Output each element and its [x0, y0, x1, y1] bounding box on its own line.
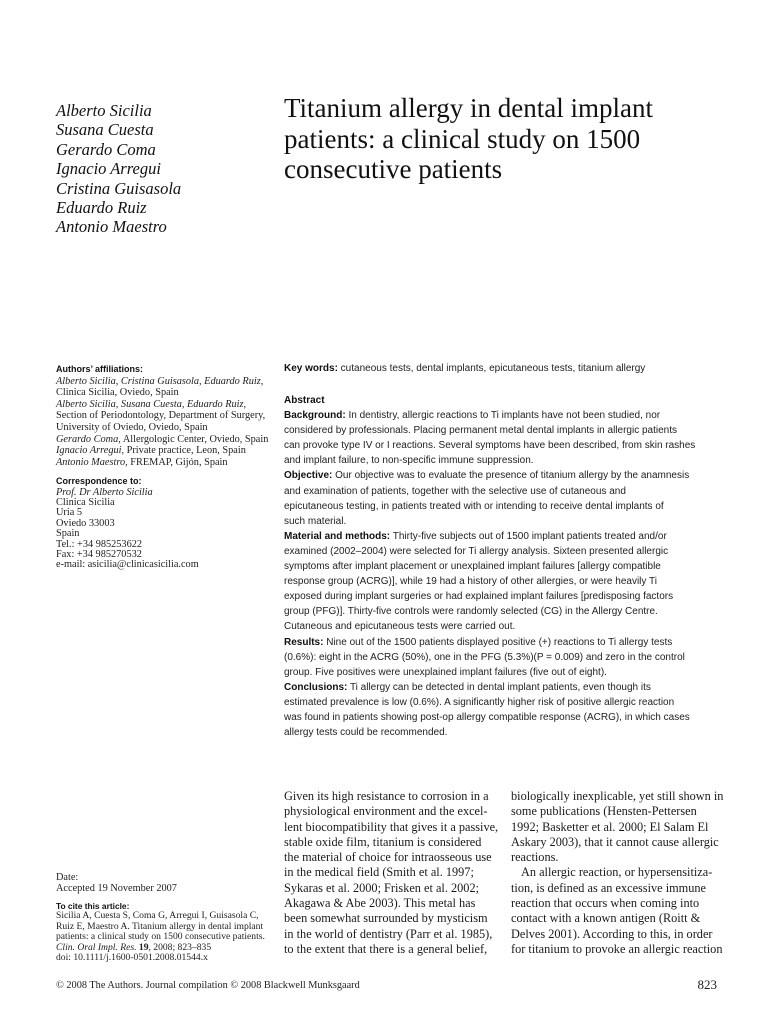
keywords-text: cutaneous tests, dental implants, epicutaneous tests, titanium allergy [337, 363, 646, 374]
body-line: in the world of dentistry (Parr et al. 1985), [284, 926, 493, 941]
abstract-line: can provoke type IV or I reactions. Several symptoms have been described, from skin rashes [284, 440, 696, 452]
abstract-line: examined (2002–2004) were selected for Ti allergy analysis. Sixteen presented allergic [284, 545, 669, 557]
affiliation-line: Alberto Sicilia, Susana Cuesta, Eduardo Ruiz, [56, 398, 247, 410]
date-heading: Date: [56, 872, 79, 883]
author-name: Alberto Sicilia [56, 101, 152, 120]
body-line: biologically inexplicable, yet still shown in [511, 789, 724, 803]
body-column-left [284, 789, 499, 957]
body-line: for titanium to provoke an allergic reaction [511, 941, 723, 956]
correspondence-block [56, 476, 278, 571]
correspondence-heading: Correspondence to: [56, 476, 142, 486]
affiliation-line: University of Oviedo, Oviedo, Spain [56, 421, 208, 433]
journal-volume: 19 [138, 941, 149, 953]
body-line: lent biocompatibility that gives it a passive, [284, 819, 499, 834]
body-line: tion, is defined as an excessive immune [511, 880, 706, 895]
citation-line: Ruiz E, Maestro A. Titanium allergy in dental implant [56, 920, 264, 932]
abstract-line: (0.6%): eight in the ACRG (50%), one in the PFG (5.3%)(P = 0.009) and zero in the control [284, 651, 685, 663]
keywords [284, 362, 734, 375]
conclusions-label: Conclusions: [284, 681, 348, 693]
abstract-line: considered by professionals. Placing permanent metal dental implants in allergic patients [284, 425, 677, 437]
methods-label: Material and methods: [284, 530, 391, 542]
abstract-line: exposed during implant surgeries or had explained implant failures [predisposing factors [284, 591, 674, 603]
affiliation-line: Ignacio Arregui, Private practice, Leon, Spain [56, 445, 246, 457]
affiliations-heading: Authors’ affiliations: [56, 364, 144, 374]
keywords-label: Key words: [284, 363, 338, 374]
abstract-line: and examination of patients, together with the selective use of cutaneous and [284, 485, 626, 497]
author-list [56, 101, 276, 237]
body-line: Sykaras et al. 2000; Frisken et al. 2002; [284, 880, 480, 895]
correspondence-fax: Fax: +34 985270532 [56, 549, 142, 561]
abstract-line: was found in patients showing post-op allergy compatible response (ACRG), in which cases [284, 711, 690, 723]
body-line: in the medical field (Smith et al. 1997; [284, 865, 474, 880]
affiliation-line: Gerardo Coma, Allergologic Center, Oviedo, Spain [56, 433, 269, 445]
background-label: Background: [284, 410, 346, 422]
abstract-line: Results: Nine out of the 1500 patients displayed positive (+) reactions to Ti allergy tests [284, 636, 673, 648]
author-affiliations [56, 364, 278, 468]
correspondence-line: Uria 5 [56, 507, 83, 519]
affiliation-line: Antonio Maestro, FREMAP, Gijón, Spain [56, 456, 228, 468]
citation-heading: To cite this article: [56, 901, 130, 911]
body-column-right [511, 789, 723, 957]
citation-line: patients: a clinical study on 1500 consecutive patients. [56, 931, 265, 943]
body-line: reaction that occurs when coming into [511, 896, 700, 911]
abstract-line: group. Five positives were unexplained implant failures (five out of eight). [284, 666, 607, 678]
title-line: Titanium allergy in dental implant [284, 93, 653, 123]
affiliation-line: Alberto Sicilia, Cristina Guisasola, Eduardo Ruiz, [56, 375, 264, 387]
correspondence-line: Oviedo 33003 [56, 517, 115, 529]
journal-name: Clin. Oral Impl. Res. [56, 941, 137, 953]
abstract-line: such material. [284, 515, 347, 527]
article-title [284, 93, 724, 185]
body-line: 1992; Basketter et al. 2000; El Salam El [511, 819, 709, 834]
correspondence-line: Spain [56, 528, 80, 540]
abstract-line: Conclusions: Ti allergy can be detected in dental implant patients, even though its [284, 681, 651, 693]
body-line: stable oxide film, titanium is considered [284, 834, 482, 849]
body-line: Akagawa & Abe 2003). This metal has [284, 896, 476, 911]
author-name: Cristina Guisasola [56, 178, 182, 198]
abstract-line: estimated prevalence is low (0.6%). A significantly higher risk of positive allergic reaction [284, 696, 675, 708]
page-number: 823 [697, 977, 717, 992]
author-name: Susana Cuesta [56, 120, 154, 140]
abstract-heading: Abstract [284, 395, 325, 406]
title-line: consecutive patients [284, 154, 503, 184]
abstract-line: group (PFG)]. Thirty-five controls were randomly selected (CG) in the Allergy Centre. [284, 606, 658, 618]
body-line: to the extent that there is a general belief, [284, 941, 488, 956]
affiliation-line: Section of Periodontology, Department of Surgery, [56, 410, 266, 422]
body-line: been somewhat surrounded by mysticism [284, 911, 488, 926]
abstract-line: Background: In dentistry, allergic reactions to Ti implants have not been studied, nor [284, 410, 661, 422]
body-line: An allergic reaction, or hypersensitiza- [521, 865, 713, 880]
results-label: Results: [284, 636, 324, 648]
abstract-line: Material and methods: Thirty-five subjects out of 1500 implant patients treated and/or [284, 530, 667, 542]
dates-block [56, 872, 278, 894]
body-line: the material of choice for intraosseous use [284, 850, 492, 865]
body-line: contact with a known antigen (Roitt & [511, 911, 701, 926]
accepted-date: Accepted 19 November 2007 [56, 883, 177, 895]
abstract-line: symptoms after implant placement or unexplained implant failures [allergy compatible [284, 561, 661, 573]
abstract-line: epicutaneous testing, in patients treated with or intending to receive dental implants of [284, 500, 664, 512]
abstract [284, 393, 734, 740]
affiliation-line: Clinica Sicilia, Oviedo, Spain [56, 387, 179, 399]
copyright-notice: © 2008 The Authors. Journal compilation © 2008 Blackwell Munksgaard [56, 980, 360, 991]
correspondence-name: Prof. Dr Alberto Sicilia [56, 486, 153, 498]
citation-doi[interactable]: doi: 10.1111/j.1600-0501.2008.01544.x [56, 952, 208, 964]
title-line: patients: a clinical study on 1500 [284, 123, 641, 154]
body-line: Askary 2003), that it cannot cause allergic [511, 834, 719, 849]
author-name: Gerardo Coma [56, 139, 156, 159]
body-line: physiological environment and the excel- [284, 804, 488, 819]
abstract-line: Objective: Our objective was to evaluate the presence of titanium allergy by the anamnesis [284, 470, 690, 482]
journal-pages: , 2008; 823–835 [148, 941, 212, 953]
abstract-line: Cutaneous and epicutaneous tests were carried out. [284, 621, 516, 633]
correspondence-phone: Tel.: +34 985253622 [56, 538, 143, 550]
correspondence-line: Clinica Sicilia [56, 497, 115, 508]
objective-label: Objective: [284, 470, 333, 482]
body-line: Delves 2001). According to this, in order [511, 926, 713, 941]
author-name: Ignacio Arregui [56, 159, 161, 179]
author-name: Antonio Maestro [56, 217, 167, 237]
body-line: some publications (Hensten-Pettersen [511, 804, 697, 819]
citation-block [56, 901, 286, 963]
abstract-line: response group (ACRG)], while 19 had a history of other allergies, or were heavily Ti [284, 576, 657, 588]
author-name: Eduardo Ruiz [56, 198, 147, 218]
citation-line: Sicilia A, Cuesta S, Coma G, Arregui I, Guisasola C, [56, 910, 259, 922]
abstract-line: allergy tests could be recommended. [284, 727, 448, 739]
abstract-line: and implant failure, to non-specific immune suppression. [284, 455, 534, 467]
correspondence-email[interactable]: e-mail: asicilia@clinicasicilia.com [56, 559, 199, 571]
body-line: Given its high resistance to corrosion in a [284, 789, 489, 803]
body-line: reactions. [511, 850, 559, 865]
